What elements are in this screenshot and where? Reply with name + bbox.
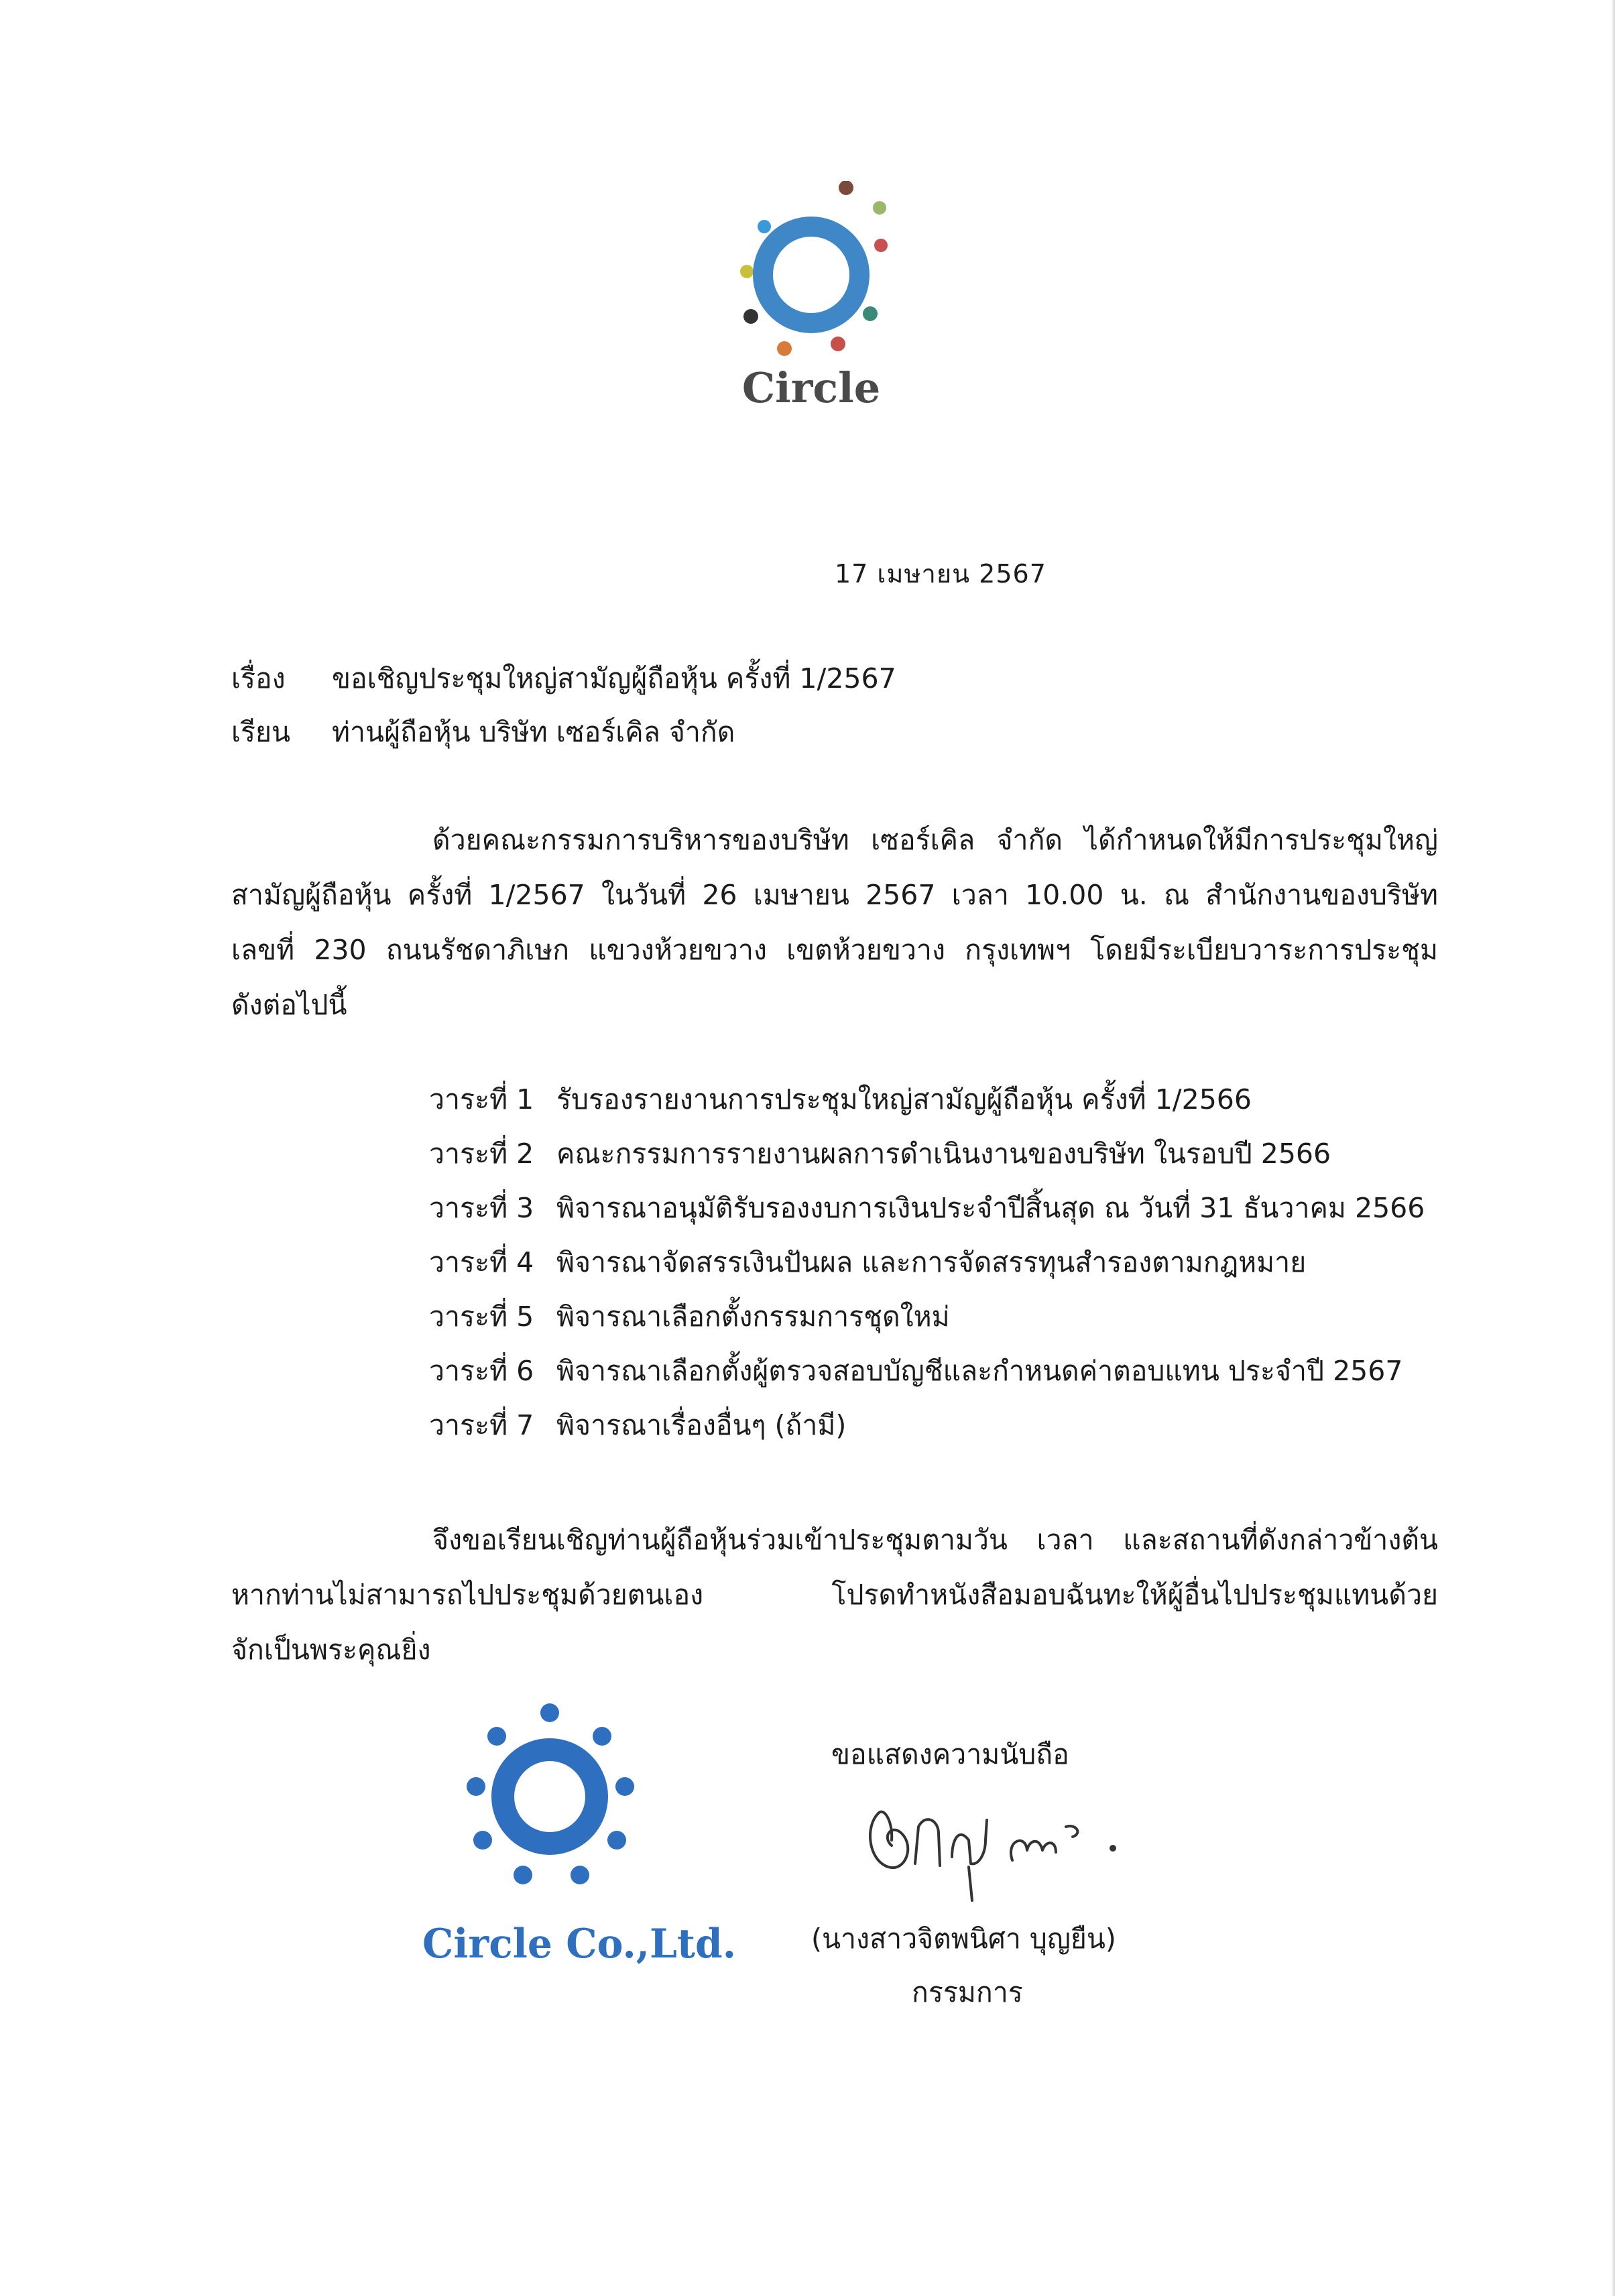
agenda-item xyxy=(429,1127,1425,1181)
intro-line: ด้วยคณะกรรมการบริหารของบริษัท เซอร์เคิล จำกัด ได้กำหนดให้มีการประชุมใหญ่ xyxy=(432,824,1438,856)
page-edge xyxy=(1611,0,1615,2296)
logo-wordmark: Circle xyxy=(741,363,881,412)
recipient-text: ท่านผู้ถือหุ้น บริษัท เซอร์เคิล จำกัด xyxy=(332,716,735,748)
company-stamp-mark xyxy=(416,1699,744,1981)
regards-text: ขอแสดงความนับถือ xyxy=(831,1738,1069,1770)
agenda-number: วาระที่ 2 xyxy=(429,1138,534,1170)
signature xyxy=(851,1787,1146,1904)
subject-label: เรื่อง xyxy=(231,662,286,694)
agenda-text: พิจารณาจัดสรรเงินปันผล และการจัดสรรทุนสำรองตามกฎหมาย xyxy=(556,1246,1307,1278)
signature-mark xyxy=(851,1787,1146,1904)
agenda-number: วาระที่ 3 xyxy=(429,1192,534,1224)
recipient-label: เรียน xyxy=(231,716,291,748)
intro-line: สามัญผู้ถือหุ้น ครั้งที่ 1/2567 ในวันที่ 26 เมษายน 2567 เวลา 10.00 น. ณ สำนักงานของบริษัท xyxy=(231,879,1438,911)
agenda-text: พิจารณาอนุมัติรับรองงบการเงินประจำปีสิ้นสุด ณ วันที่ 31 ธันวาคม 2566 xyxy=(556,1192,1425,1224)
signer-name: (นางสาวจิตพนิศา บุญยืน) xyxy=(811,1923,1116,1955)
agenda-item xyxy=(429,1181,1425,1235)
subject-row xyxy=(231,657,896,701)
agenda-text: รับรองรายงานการประชุมใหญ่สามัญผู้ถือหุ้น ครั้งที่ 1/2566 xyxy=(556,1083,1252,1115)
intro-paragraph xyxy=(231,812,1438,1032)
agenda-number: วาระที่ 7 xyxy=(429,1409,534,1441)
intro-line: ดังต่อไปนี้ xyxy=(231,989,347,1021)
agenda-item xyxy=(429,1398,1425,1453)
agenda-number: วาระที่ 5 xyxy=(429,1301,534,1333)
closing-line: จักเป็นพระคุณยิ่ง xyxy=(231,1634,431,1666)
agenda-item xyxy=(429,1344,1425,1398)
agenda-number: วาระที่ 1 xyxy=(429,1083,534,1115)
agenda-number: วาระที่ 6 xyxy=(429,1355,534,1387)
company-logo xyxy=(711,181,912,422)
company-stamp xyxy=(416,1699,744,1981)
agenda-text: พิจารณาเลือกตั้งผู้ตรวจสอบบัญชีและกำหนดค่าตอบแทน ประจำปี 2567 xyxy=(556,1355,1403,1387)
agenda-item xyxy=(429,1290,1425,1344)
agenda-text: พิจารณาเรื่องอื่นๆ (ถ้ามี) xyxy=(556,1409,847,1441)
stamp-text: Circle Co.,Ltd. xyxy=(422,1921,736,1968)
closing-line: หากท่านไม่สามารถไปประชุมด้วยตนเอง โปรดทำหนังสือมอบฉันทะให้ผู้อื่นไปประชุมแทนด้วย xyxy=(231,1579,1438,1611)
agenda-number: วาระที่ 4 xyxy=(429,1246,534,1278)
intro-line: เลขที่ 230 ถนนรัชดาภิเษก แขวงห้วยขวาง เขตห้วยขวาง กรุงเทพฯ โดยมีระเบียบวาระการประชุม xyxy=(231,934,1438,966)
subject-text: ขอเชิญประชุมใหญ่สามัญผู้ถือหุ้น ครั้งที่ 1/2567 xyxy=(332,662,896,694)
signer-title: กรรมการ xyxy=(912,1976,1023,2008)
agenda-item xyxy=(429,1073,1425,1127)
letter-date: 17 เมษายน 2567 xyxy=(835,559,1046,589)
company-logo-mark xyxy=(711,181,912,422)
agenda-text: พิจารณาเลือกตั้งกรรมการชุดใหม่ xyxy=(556,1301,950,1333)
closing-paragraph xyxy=(231,1512,1438,1677)
agenda-item xyxy=(429,1235,1425,1290)
agenda-text: คณะกรรมการรายงานผลการดำเนินงานของบริษัท ในรอบปี 2566 xyxy=(556,1138,1331,1170)
recipient-row xyxy=(231,711,735,754)
agenda-list xyxy=(429,1073,1425,1453)
closing-line: จึงขอเรียนเชิญท่านผู้ถือหุ้นร่วมเข้าประชุมตามวัน เวลา และสถานที่ดังกล่าวข้างต้น xyxy=(432,1524,1438,1556)
